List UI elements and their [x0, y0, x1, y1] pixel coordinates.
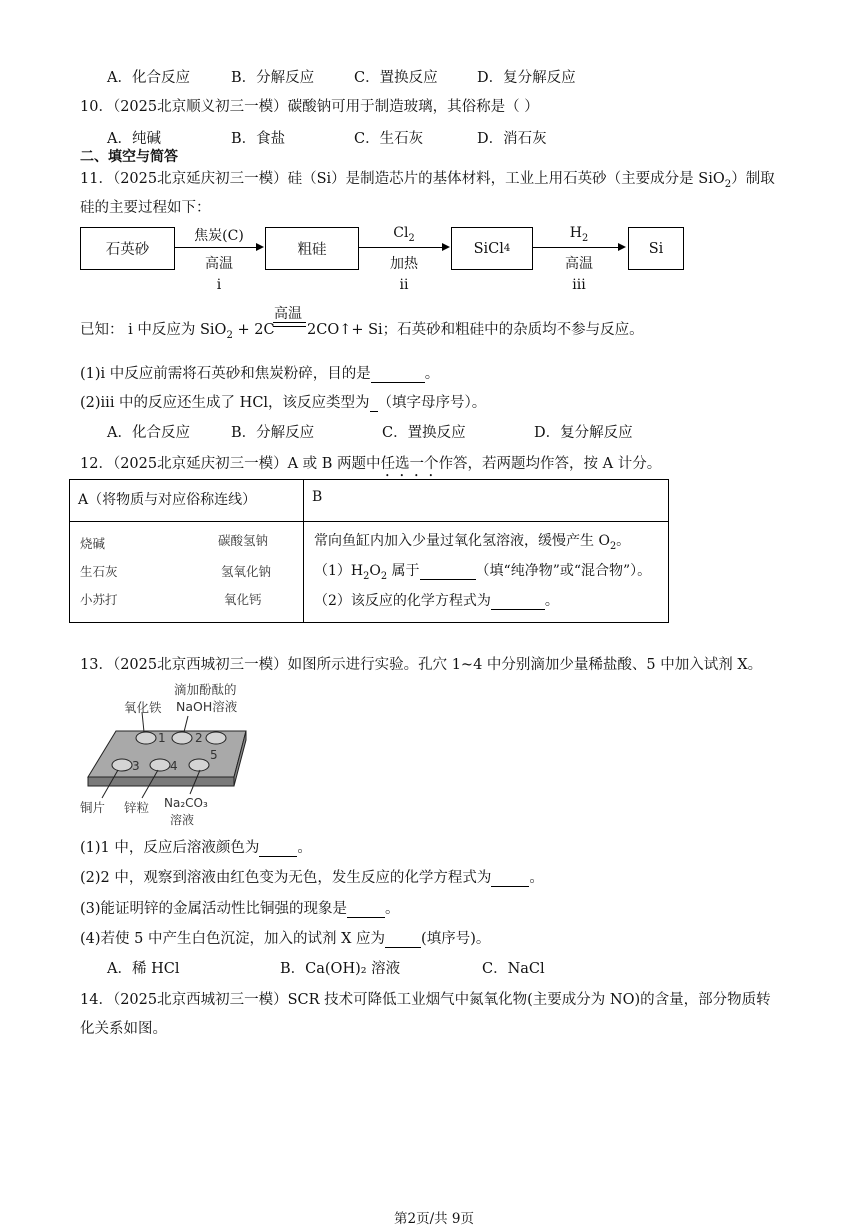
- q10-stem: 10．（2025北京顺义初三一模）碳酸钠可用于制造玻璃，其俗称是（ ）: [80, 99, 539, 115]
- flow-step2-reagent-text: Cl: [393, 225, 409, 241]
- q12-stem: [80, 452, 661, 480]
- q11-stem-line2: 硅的主要过程如下：: [80, 200, 211, 216]
- q11-known-mid: + 2C: [232, 322, 275, 338]
- label-na2co3: Na₂CO₃: [164, 796, 208, 810]
- q12-a-left-2: 生石灰: [80, 564, 118, 579]
- q11-stem-sub: 2: [724, 178, 732, 190]
- q11-option-d: D．复分解反应: [534, 425, 633, 441]
- flow-step1-condition: 高温: [205, 256, 233, 272]
- label-naoh-1: 滴加酚酞的: [174, 682, 237, 697]
- q12-a-header-text: A（将物质与对应俗称连线）: [78, 492, 257, 508]
- flow-step1-reagent: 焦炭(C): [194, 228, 244, 244]
- q11-known-condition: 高温: [274, 306, 302, 322]
- flow-arrow-3: [532, 247, 624, 248]
- q10-option-c: C．生石灰: [354, 131, 424, 147]
- well-extra: [206, 732, 226, 744]
- flow-step3-condition: 高温: [565, 256, 593, 272]
- q11-sub1-text: (1)i 中反应前需将石英砂和焦炭粉碎，目的是: [80, 366, 371, 382]
- well-4: [150, 759, 170, 771]
- q11-sub1-end: 。: [424, 366, 440, 382]
- flow-box-crude-silicon: 粗硅: [265, 227, 359, 270]
- q13-sub1-text: (1)1 中，反应后溶液颜色为: [80, 840, 260, 856]
- well-5: [189, 759, 209, 771]
- q11-known-equals: [273, 322, 306, 327]
- flow-step2-reagent: [362, 225, 446, 244]
- q13-sub3-text: (3)能证明锌的金属活动性比铜强的现象是: [80, 901, 348, 917]
- q13-sub3: [80, 897, 400, 918]
- flow-step2-number: ii: [399, 277, 409, 293]
- q13-sub1-end: 。: [297, 840, 312, 856]
- q12-b-line2-mid: O: [369, 563, 381, 579]
- flow-step2-reagent-sub: 2: [408, 232, 415, 244]
- q13-sub2-end: 。: [529, 870, 544, 886]
- q9-option-a: A．化合反应: [107, 70, 190, 86]
- flow-step3-reagent: [536, 225, 622, 244]
- q12-table: [69, 479, 669, 623]
- q11-stem-line1: [80, 167, 775, 190]
- q10-option-b: B．食盐: [231, 131, 286, 147]
- pointer-naoh: [184, 716, 188, 732]
- flow-box-quartz-sand: 石英砂: [80, 227, 175, 270]
- flow-box-sicl4: [451, 227, 533, 270]
- flow-box-sicl4-sub: 4: [503, 243, 511, 254]
- q13-sub2-blank[interactable]: [491, 870, 529, 887]
- q10-option-a: A．纯碱: [107, 131, 161, 147]
- q13-stem: 13．（2025北京西城初三一模）如图所示进行实验。孔穴 1~4 中分别滴加少量稀盐酸、5 中加入试剂 X。: [80, 657, 763, 673]
- flow-step2-condition: 加热: [390, 256, 418, 272]
- q11-sub2-end: （填字母序号）。: [377, 395, 487, 411]
- q13-sub2-text: (2)2 中，观察到溶液由红色变为无色，发生反应的化学方程式为: [80, 870, 492, 886]
- flow-step3-reagent-sub: 2: [581, 232, 589, 244]
- q13-option-a: A．稀 HCl: [107, 961, 180, 977]
- q12-b-header: [304, 480, 669, 522]
- flow-box-si: Si: [628, 227, 684, 270]
- q14-line2: 化关系如图。: [80, 1021, 167, 1037]
- page-footer: 第2页/共 9页: [393, 1211, 475, 1227]
- q12-a-right-3: 氧化钙: [224, 592, 262, 607]
- q12-a-left-1: 烧碱: [80, 536, 106, 551]
- q13-sub1: [80, 836, 312, 857]
- q13-sub4-end: (填序号)。: [421, 931, 491, 947]
- q11-sub2-text: (2)iii 中的反应还生成了 HCl，该反应类型为: [80, 395, 370, 411]
- label-copper: 铜片: [80, 800, 106, 815]
- label-naoh-2: NaOH溶液: [176, 699, 238, 714]
- hole-5-label: 5: [210, 748, 218, 762]
- q12-a-right-2: 氢氧化钠: [221, 564, 272, 579]
- q14-line1: 14．（2025北京西城初三一模）SCR 技术可降低工业烟气中氮氧化物(主要成分为 NO)的含量，部分物质转: [80, 992, 771, 1008]
- q12-a-right-1: 碳酸氢钠: [218, 533, 269, 548]
- hole-1-label: 1: [158, 731, 166, 745]
- section-heading: 二、填空与简答: [80, 149, 178, 165]
- q11-known-prefix: 已知： i 中反应为 SiO: [80, 322, 227, 338]
- q13-sub4-text: (4)若使 5 中产生白色沉淀，加入的试剂 X 应为: [80, 931, 386, 947]
- q12-b-header-text: B: [312, 489, 323, 505]
- q12-a-left-3: 小苏打: [80, 592, 118, 607]
- q12-b-line2-pre: （1）H: [314, 563, 364, 579]
- q9-option-c: C．置换反应: [354, 70, 438, 86]
- q9-option-d: D．复分解反应: [477, 70, 576, 86]
- q13-sub3-blank[interactable]: [347, 901, 385, 918]
- q12-b-line2-end: （填“纯净物”或“混合物”）。: [475, 563, 652, 579]
- q11-option-b: B．分解反应: [231, 425, 315, 441]
- q12-stem-post: 作答，若两题均作答，按 A 计分。: [438, 456, 662, 472]
- hole-4-label: 4: [170, 759, 178, 773]
- q11-known-reaction: [80, 318, 275, 341]
- q11-option-a: A．化合反应: [107, 425, 190, 441]
- q12-stem-emphasis: 任选一个: [380, 456, 439, 472]
- well-3: [112, 759, 132, 771]
- q12-b-line2-blank[interactable]: [420, 563, 476, 580]
- q12-b-line1-end: 。: [616, 533, 631, 549]
- q11-known-product: 2CO↑+ Si；石英砂和粗硅中的杂质均不参与反应。: [307, 322, 644, 338]
- hole-2-label: 2: [195, 731, 203, 745]
- q12-b-content: [304, 522, 669, 623]
- q12-a-content: [70, 522, 304, 623]
- q13-option-c: C．NaCl: [482, 961, 545, 977]
- q11-stem-text: 11．（2025北京延庆初三一模）硅（Si）是制造芯片的基体材料，工业上用石英砂（主要成分是 SiO: [80, 171, 725, 187]
- flow-arrow-2: [358, 247, 448, 248]
- q12-b-line2-post: 属于: [387, 563, 420, 579]
- label-solution: 溶液: [170, 813, 195, 827]
- q12-a-header: [70, 480, 304, 522]
- flow-box-sicl4-text: SiCl: [473, 240, 504, 257]
- q12-b-line1-sub: 2: [609, 540, 617, 552]
- label-zinc: 锌粒: [124, 800, 150, 815]
- flow-arrow-1: [174, 247, 262, 248]
- q13-sub3-end: 。: [385, 901, 400, 917]
- q12-b-line2-sub2: 2: [380, 570, 388, 582]
- q12-b-line3: [314, 590, 559, 610]
- q12-b-line2: [314, 560, 651, 582]
- q13-sub4: [80, 927, 490, 948]
- q11-sub1-blank[interactable]: [371, 366, 425, 383]
- q12-b-line1: [314, 530, 630, 552]
- q11-sub2: [80, 391, 486, 412]
- q13-sub2: [80, 866, 544, 887]
- label-iron-oxide: 氧化铁: [124, 700, 162, 715]
- flow-step1-number: i: [216, 277, 222, 293]
- q11-sub2-blank[interactable]: [370, 395, 378, 412]
- q12-stem-pre: 12．（2025北京延庆初三一模）A 或 B 两题中: [80, 456, 381, 472]
- flow-step3-reagent-text: H: [569, 225, 582, 241]
- hole-3-label: 3: [132, 759, 140, 773]
- q11-stem-end: ）制取: [731, 171, 775, 187]
- q11-sub1: [80, 362, 439, 383]
- well-plate-figure: [80, 676, 260, 826]
- q13-option-b: B．Ca(OH)₂ 溶液: [280, 961, 401, 977]
- q12-b-line3-end: 。: [544, 593, 559, 609]
- q12-b-line3-text: （2）该反应的化学方程式为: [314, 593, 491, 609]
- q11-known-sub: 2: [226, 329, 233, 341]
- q11-option-c: C．置换反应: [382, 425, 466, 441]
- flow-step3-number: iii: [572, 277, 586, 293]
- q9-option-b: B．分解反应: [231, 70, 315, 86]
- q12-b-line1-text: 常向鱼缸内加入少量过氧化氢溶液，缓慢产生 O: [314, 533, 610, 549]
- q12-b-line3-blank[interactable]: [491, 593, 545, 610]
- q12-b-line2-sub1: 2: [363, 570, 370, 582]
- q10-option-d: D．消石灰: [477, 131, 547, 147]
- well-2: [172, 732, 192, 744]
- q13-sub1-blank[interactable]: [259, 840, 297, 857]
- q13-sub4-blank[interactable]: [385, 931, 421, 948]
- well-1: [136, 732, 156, 744]
